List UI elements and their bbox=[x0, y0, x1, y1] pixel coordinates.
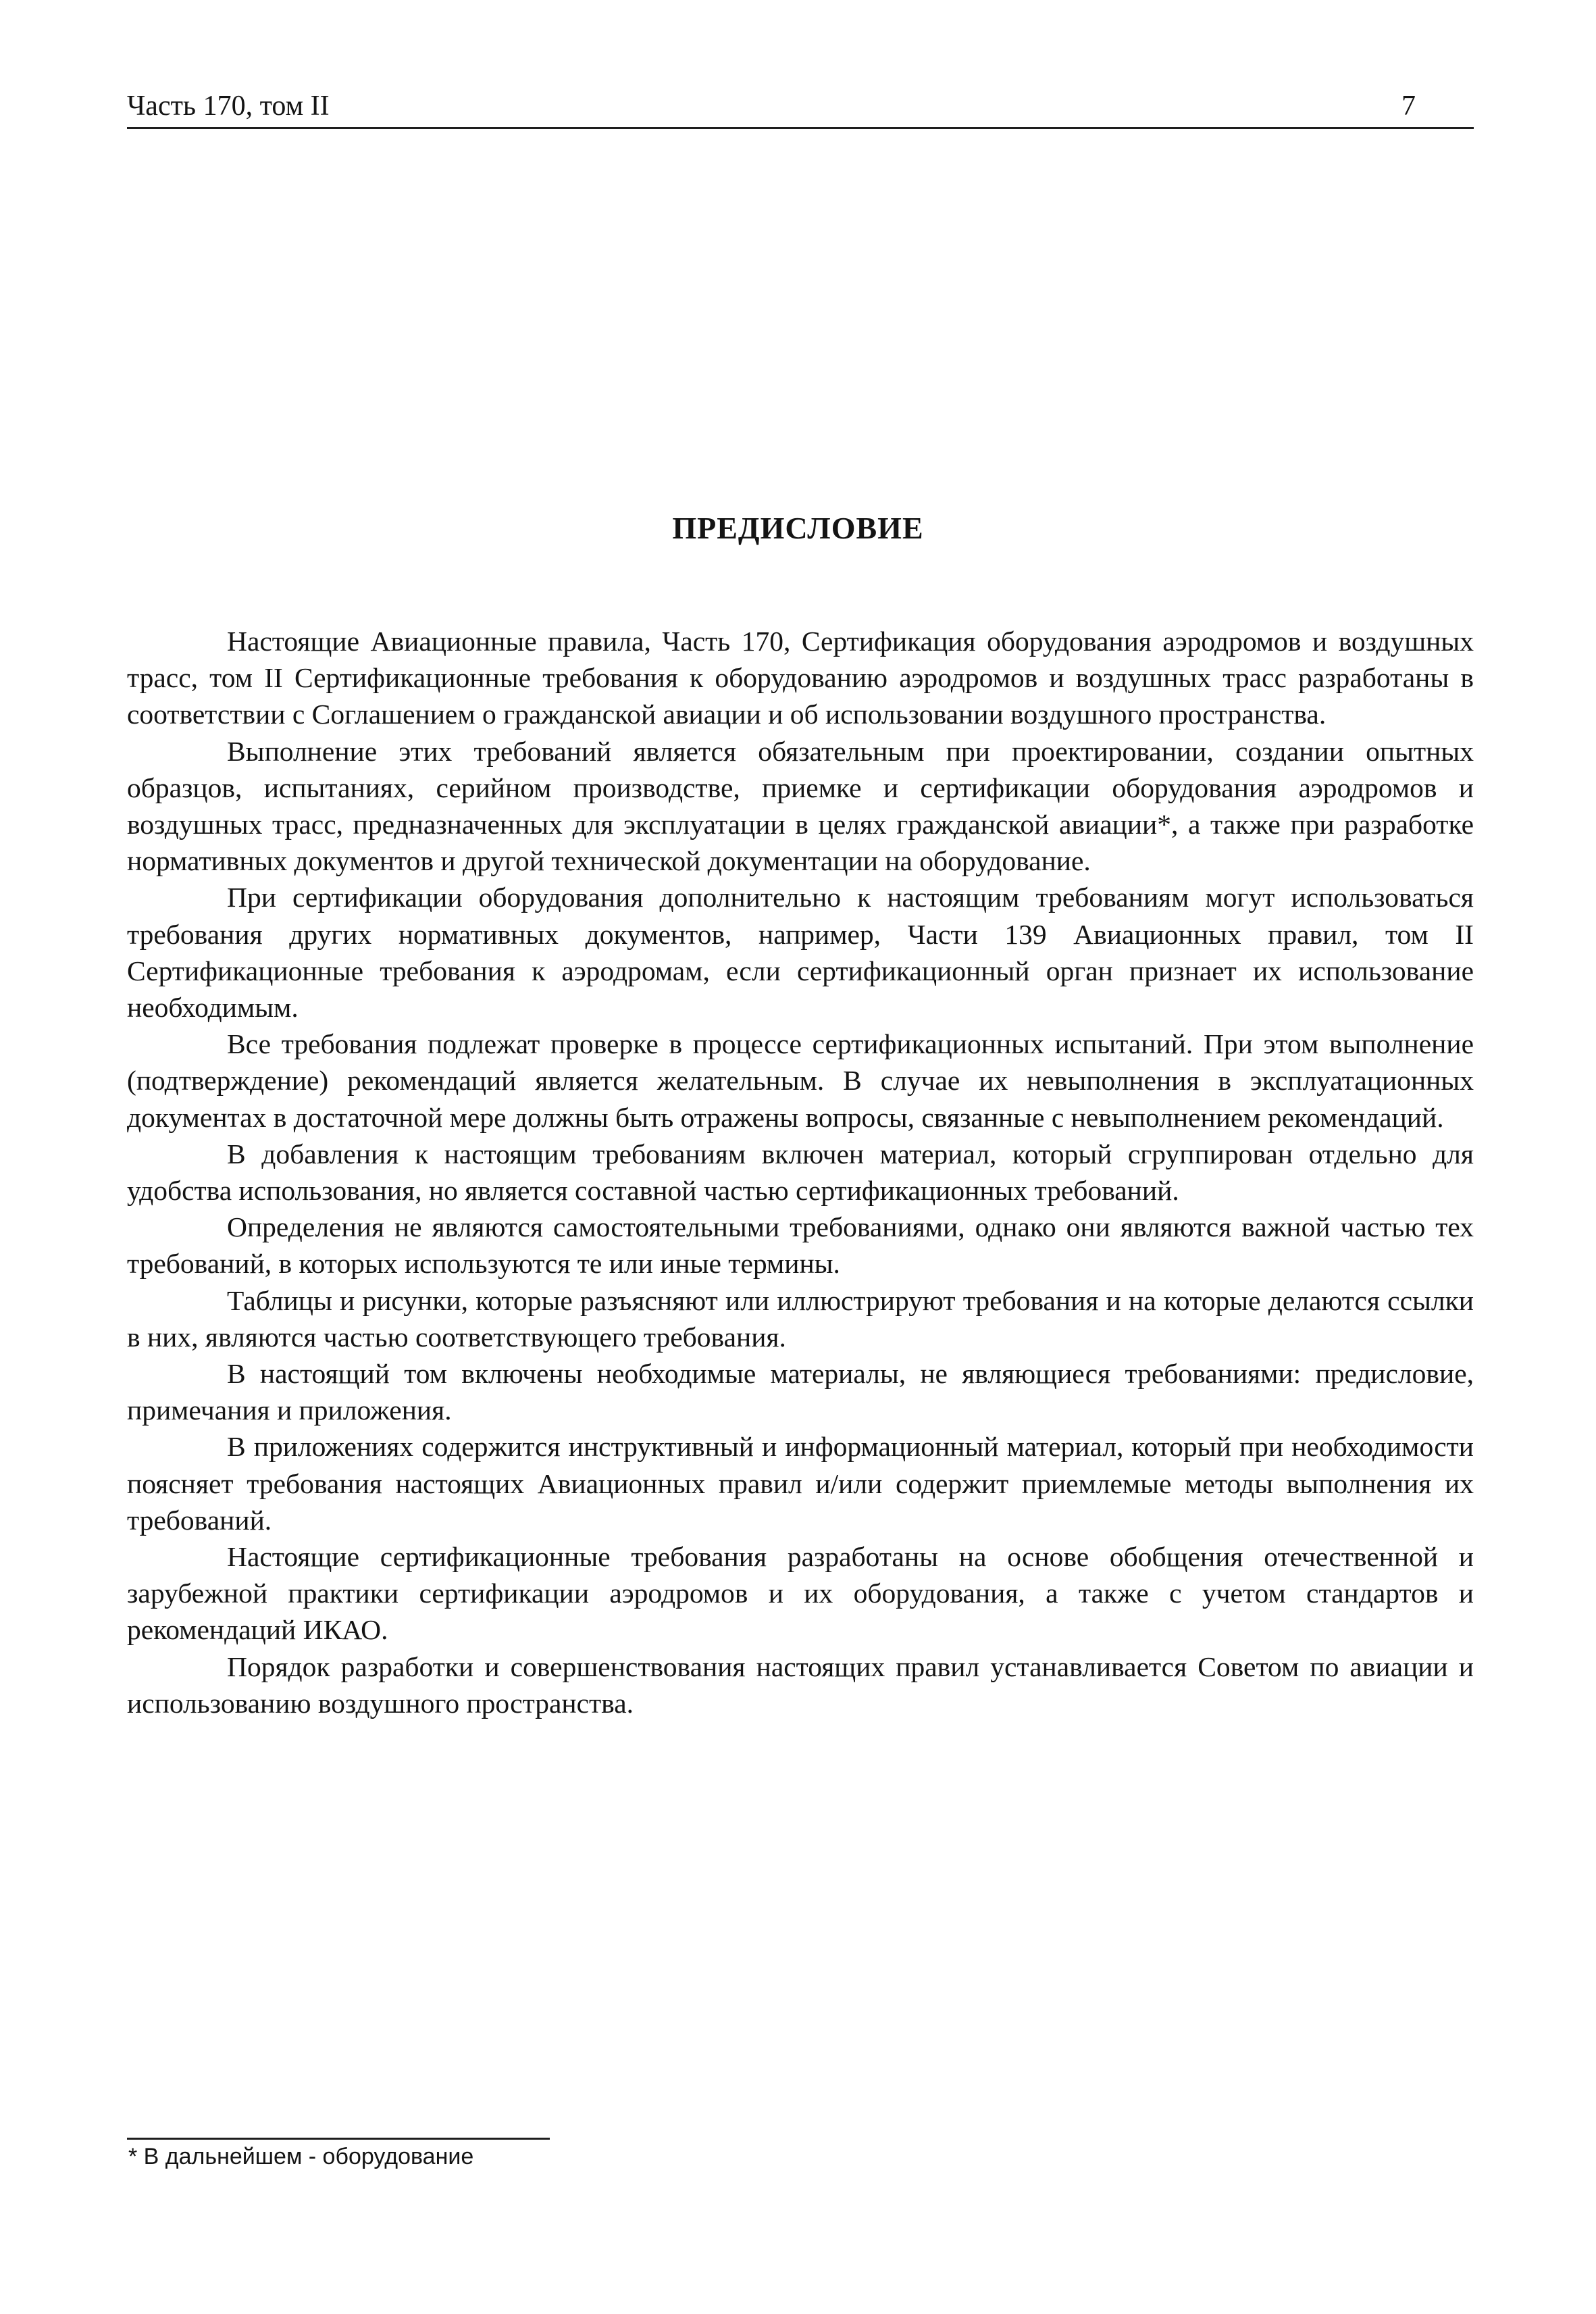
paragraph: Порядок разработки и совершенствования настоящих правил устанавливается Советом по авиации и использованию воздушного пространства. bbox=[127, 1651, 1474, 1719]
page-number: 7 bbox=[1401, 91, 1416, 122]
paragraph: В настоящий том включены необходимые материалы, не являющиеся требованиями: предисловие, примечания и приложения. bbox=[127, 1358, 1474, 1426]
paragraph: Таблицы и рисунки, которые разъясняют или иллюстрируют требования и на которые делаются ссылки в них, являются частью соответствующего требования. bbox=[127, 1284, 1474, 1353]
section-title: ПРЕДИСЛОВИЕ bbox=[672, 511, 924, 545]
paragraph: Определения не являются самостоятельными требованиями, однако они являются важной частью тех требований, в которых используются те или иные термины. bbox=[127, 1211, 1474, 1280]
paragraph: Настоящие сертификационные требования разработаны на основе обобщения отечественной и зарубежной практики сертификации аэродромов и их оборудования, а также с учетом стандартов и рекомендаций ИКАО. bbox=[127, 1541, 1474, 1646]
paragraph: При сертификации оборудования дополнительно к настоящим требованиям могут использоваться требования других нормативных документов, например, Части 139 Авиационных правил, том II Сертификационные требования к аэродромам, если сертификационный орган признает их использование необходимым. bbox=[127, 882, 1474, 1024]
footnote-divider bbox=[127, 2138, 550, 2140]
paragraph: Выполнение этих требований является обязательным при проектировании, создании опытных образцов, испытаниях, серийном производстве, приемке и сертификации оборудования аэродромов и воздушных трасс, предназначенных для эксплуатации в целях гражданской авиации*, а также при разработке нормативных документов и другой технической документации на оборудование. bbox=[127, 735, 1474, 877]
paragraph: В приложениях содержится инструктивный и информационный материал, который при необходимости поясняет требования настоящих Авиационных правил и/или содержит приемлемые методы выполнения их требований. bbox=[127, 1431, 1474, 1536]
paragraph: Все требования подлежат проверке в процессе сертификационных испытаний. При этом выполнение (подтверждение) рекомендаций является желательным. В случае их невыполнения в эксплуатационных документах в достаточной мере должны быть отражены вопросы, связанные с невыполнением рекомендаций. bbox=[127, 1028, 1474, 1133]
page-header bbox=[127, 89, 1474, 129]
footnote: * В дальнейшем - оборудование bbox=[128, 2144, 474, 2169]
paragraph: Настоящие Авиационные правила, Часть 170, Сертификация оборудования аэродромов и воздушных трасс, том II Сертификационные требования к оборудованию аэродромов и воздушных трасс разработаны в соответствии с Соглашением о гражданской авиации и об использовании воздушного пространства. bbox=[127, 626, 1474, 730]
header-document-reference: Часть 170, том II bbox=[127, 91, 330, 122]
paragraph: В добавления к настоящим требованиям включен материал, который сгруппирован отдельно для удобства использования, но является составной частью сертификационных требований. bbox=[127, 1138, 1474, 1207]
preface-body bbox=[127, 623, 1474, 1721]
